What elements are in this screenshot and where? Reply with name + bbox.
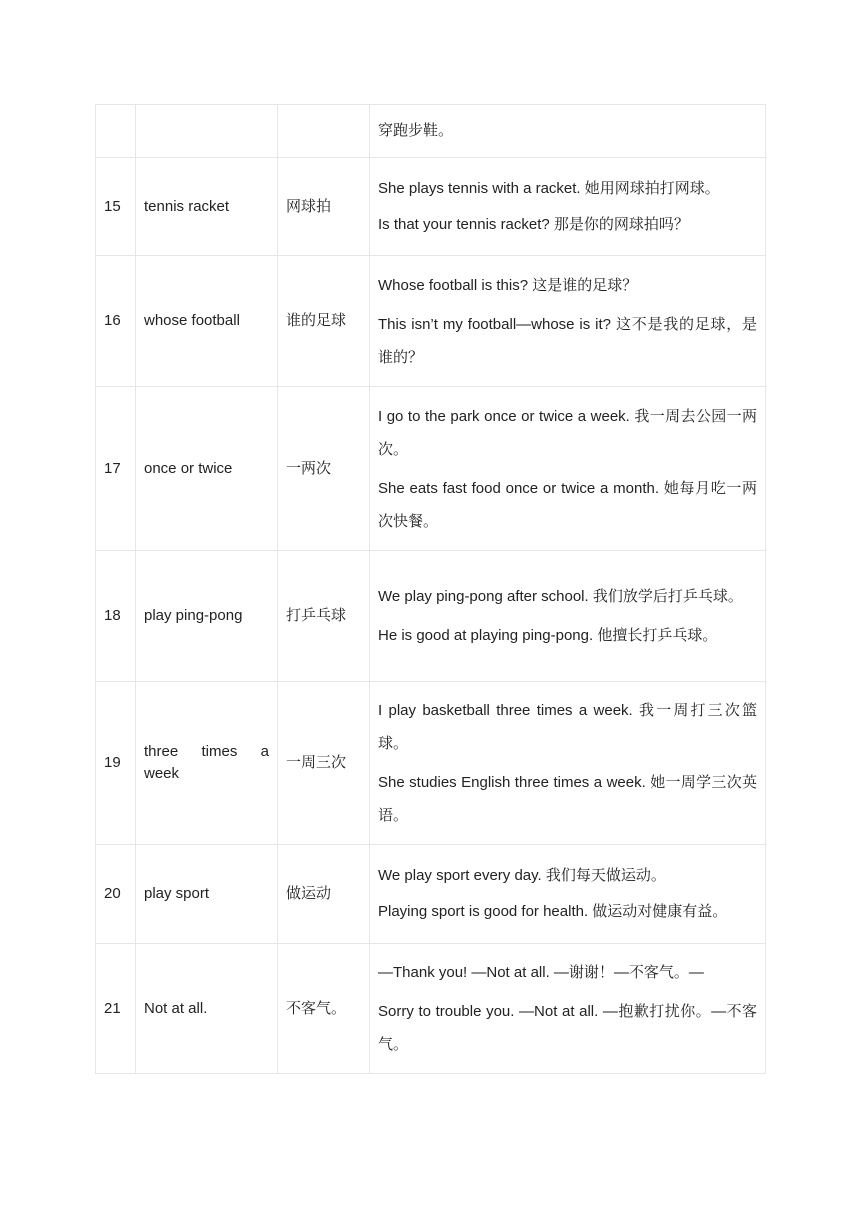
phrase-cell: play sport xyxy=(136,845,278,944)
phrase-cell xyxy=(136,105,278,158)
table-row xyxy=(96,682,766,845)
example-sentence: She eats fast food once or twice a month. 她每月吃一两次快餐。 xyxy=(378,479,757,530)
example-sentence: 穿跑步鞋。 xyxy=(378,122,454,139)
example-sentence: We play sport every day. 我们每天做运动。 xyxy=(378,867,666,884)
table-row xyxy=(96,551,766,682)
table-row xyxy=(96,105,766,158)
examples-cell xyxy=(370,256,766,387)
row-number: 16 xyxy=(96,256,136,387)
row-number xyxy=(96,105,136,158)
row-number: 19 xyxy=(96,682,136,845)
meaning-cell: 做运动 xyxy=(278,845,370,944)
examples-cell xyxy=(370,387,766,551)
meaning-cell: 谁的足球 xyxy=(278,256,370,387)
example-sentence: Is that your tennis racket? 那是你的网球拍吗？ xyxy=(378,215,689,233)
phrase-cell: tennis racket xyxy=(136,158,278,256)
table-row xyxy=(96,944,766,1074)
phrase-cell: once or twice xyxy=(136,387,278,551)
example-sentence: —Thank you! —Not at all. —谢谢！—不客气。— xyxy=(378,964,704,981)
meaning-cell: 一两次 xyxy=(278,387,370,551)
table-row xyxy=(96,158,766,256)
table-row xyxy=(96,256,766,387)
example-sentence: He is good at playing ping-pong. 他擅长打乒乓球。 xyxy=(378,627,718,644)
example-sentence: I play basketball three times a week. 我一周打三次篮球。 xyxy=(378,702,757,752)
phrase-cell: play ping-pong xyxy=(136,551,278,682)
row-number: 17 xyxy=(96,387,136,551)
meaning-cell xyxy=(278,105,370,158)
meaning-cell: 一周三次 xyxy=(278,682,370,845)
examples-cell xyxy=(370,551,766,682)
phrase-cell: Not at all. xyxy=(136,944,278,1074)
row-number: 21 xyxy=(96,944,136,1074)
example-sentence: Sorry to trouble you. —Not at all. —抱歉打扰你。—不客气。 xyxy=(378,1003,757,1053)
examples-cell xyxy=(370,845,766,944)
examples-cell xyxy=(370,158,766,256)
vocabulary-table xyxy=(95,104,766,1074)
row-number: 20 xyxy=(96,845,136,944)
examples-cell xyxy=(370,682,766,845)
row-number: 18 xyxy=(96,551,136,682)
meaning-cell: 网球拍 xyxy=(278,158,370,256)
example-sentence: I go to the park once or twice a week. 我一周去公园一两次。 xyxy=(378,407,757,458)
phrase-cell: whose football xyxy=(136,256,278,387)
example-sentence: Playing sport is good for health. 做运动对健康有益。 xyxy=(378,903,728,920)
example-sentence: She plays tennis with a racket. 她用网球拍打网球。 xyxy=(378,179,720,197)
table-row xyxy=(96,387,766,551)
meaning-cell: 不客气。 xyxy=(278,944,370,1074)
example-sentence: Whose football is this? 这是谁的足球？ xyxy=(378,276,638,294)
row-number: 15 xyxy=(96,158,136,256)
example-sentence: She studies English three times a week. 她一周学三次英语。 xyxy=(378,774,757,824)
examples-cell xyxy=(370,944,766,1074)
example-sentence: This isn’t my football—whose is it? 这不是我的足球，是谁的？ xyxy=(378,315,757,366)
examples-cell xyxy=(370,105,766,158)
table-row xyxy=(96,845,766,944)
example-sentence: We play ping-pong after school. 我们放学后打乒乓球。 xyxy=(378,588,743,605)
phrase-cell: three times a week xyxy=(136,682,278,845)
meaning-cell: 打乒乓球 xyxy=(278,551,370,682)
